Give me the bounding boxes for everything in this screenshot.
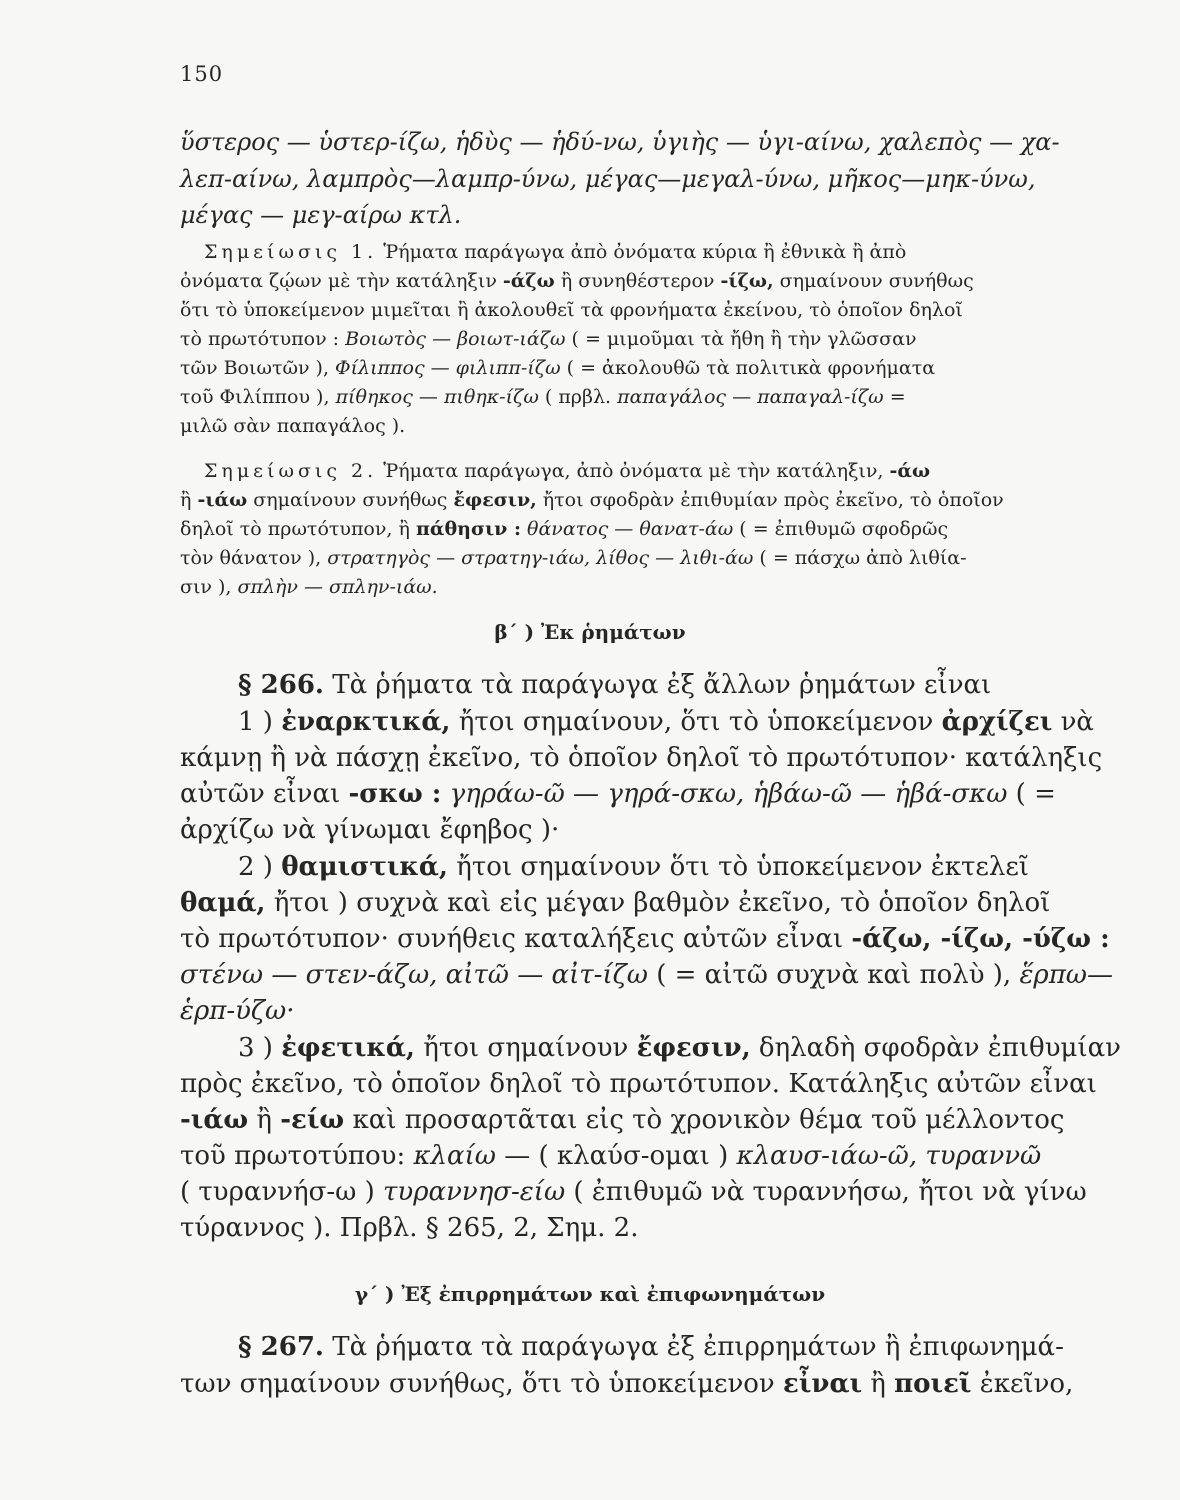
s266-p3-line-6: τύραννος ). Πρβλ. § 265, 2, Σημ. 2. [180,1213,639,1243]
s267-line-1: § 267. Τὰ ῥήματα τὰ παράγωγα ἐξ ἐπιρρημάτων ἢ ἐπιφωνημά- [238,1332,1064,1362]
note1-line-1: Σημείωσις 1. Ῥήματα παράγωγα ἀπὸ ὀνόματα κύρια ἢ ἐθνικὰ ἢ ἀπὸ [204,241,907,263]
s266-p3-line-1: 3 ) ἐφετικά, ἤτοι σημαίνουν ἔφεσιν, δηλαδὴ σφοδρὰν ἐπιθυμίαν [238,1033,1121,1063]
section-number-266: § 266. [238,670,324,700]
note2-line-5: σιν ), σπλὴν — σπλην-ιάω. [180,576,438,598]
s266-p2-line-2: θαμά, ἤτοι ) συχνὰ καὶ εἰς μέγαν βαθμὸν ἐκεῖνο, τὸ ὁποῖον δηλοῖ [180,888,1051,918]
note1-label: Σημείωσις 1. [204,241,378,263]
intro-line-1: ὕστερος — ὑστερ-ίζω, ἡδὺς — ἡδύ-νω, ὑγιὴς — ὑγι-αίνω, χαλεπὸς — χα- [180,128,1060,156]
note2-line-2: ἢ -ιάω σημαίνουν συνήθως ἔφεσιν, ἤτοι σφοδρὰν ἐπιθυμίαν πρὸς ἐκεῖνο, τὸ ὁποῖον [180,489,1004,511]
intro-line-2: λεπ-αίνω, λαμπρὸς—λαμπρ-ύνω, μέγας—μεγαλ-ύνω, μῆκος—μηκ-ύνω, [180,165,1036,193]
section-heading-gamma: γ΄ ) Ἐξ ἐπιρρημάτων καὶ ἐπιφωνημάτων [354,1282,826,1306]
s266-p2-line-5: ἑρπ-ύζω· [180,996,295,1026]
note2-label: Σημείωσις 2. [204,460,378,482]
s266-p3-line-4: τοῦ πρωτοτύπου: κλαίω — ( κλαύσ-ομαι ) κλαυσ-ιάω-ῶ, τυραννῶ [180,1141,1042,1171]
section-heading-beta: β΄ ) Ἐκ ῥημάτων [494,620,686,644]
page-number: 150 [180,62,224,86]
s266-p2-line-3: τὸ πρωτότυπον· συνήθεις καταλήξεις αὐτῶν εἶναι -άζω, -ίζω, -ύζω : [180,924,1110,954]
note1-line-5: τῶν Βοιωτῶν ), Φίλιππος — φιλιππ-ίζω ( = ἀκολουθῶ τὰ πολιτικὰ φρονήματα [180,357,936,379]
s266-p1-line-2: κάμνῃ ἢ νὰ πάσχῃ ἐκεῖνο, τὸ ὁποῖον δηλοῖ τὸ πρωτότυπον· κατάληξις [180,743,1103,773]
note1-line-4: τὸ πρωτότυπον : Βοιωτὸς — βοιωτ-ιάζω ( = μιμοῦμαι τὰ ἤθη ἢ τὴν γλῶσσαν [180,328,917,350]
s266-p2-line-1: 2 ) θαμιστικά, ἤτοι σημαίνουν ὅτι τὸ ὑποκείμενον ἐκτελεῖ [238,852,1029,882]
note2-line-4: τὸν θάνατον ), στρατηγὸς — στρατηγ-ιάω, λίθος — λιθι-άω ( = πάσχω ἀπὸ λιθία- [180,547,967,569]
note1-line-6: τοῦ Φιλίππου ), πίθηκος — πιθηκ-ίζω ( πρβλ. παπαγάλος — παπαγαλ-ίζω = [180,386,906,408]
s266-p2-line-4: στένω — στεν-άζω, αἰτῶ — αἰτ-ίζω ( = αἰτῶ συχνὰ καὶ πολὺ ), ἕρπω— [180,960,1113,990]
s266-p1-line-3: αὐτῶν εἶναι -σκω : γηράω-ῶ — γηρά-σκω, ἡβάω-ῶ — ἡβά-σκω ( = [180,779,1056,809]
note1-line-2: ὀνόματα ζῴων μὲ τὴν κατάληξιν -άζω ἢ συνηθέστερον -ίζω, σημαίνουν συνήθως [180,270,974,292]
s266-p3-line-3: -ιάω ἢ -είω καὶ προσαρτᾶται εἰς τὸ χρονικὸν θέμα τοῦ μέλλοντος [180,1105,1065,1135]
section-number-267: § 267. [238,1332,324,1362]
s266-p1-line-4: ἀρχίζω νὰ γίνωμαι ἔφηβος )· [180,815,560,845]
s266-p3-line-5: ( τυραννήσ-ω ) τυραννησ-είω ( ἐπιθυμῶ νὰ τυραννήσω, ἤτοι νὰ γίνω [180,1177,1087,1207]
note1-line-3: ὅτι τὸ ὑποκείμενον μιμεῖται ἢ ἀκολουθεῖ τὰ φρονήματα ἐκείνου, τὸ ὁποῖον δηλοῖ [180,299,963,321]
s266-p1-line-1: 1 ) ἐναρκτικά, ἤτοι σημαίνουν, ὅτι τὸ ὑποκείμενον ἀρχίζει νὰ [238,707,1094,737]
s266-line-1: § 266. Τὰ ῥήματα τὰ παράγωγα ἐξ ἄλλων ῥημάτων εἶναι [238,670,992,700]
intro-line-3: μέγας — μεγ-αίρω κτλ. [180,201,462,229]
note1-line-7: μιλῶ σὰν παπαγάλος ). [180,415,406,437]
note2-line-3: δηλοῖ τὸ πρωτότυπον, ἢ πάθησιν : θάνατος — θανατ-άω ( = ἐπιθυμῶ σφοδρῶς [180,518,949,540]
s266-p3-line-2: πρὸς ἐκεῖνο, τὸ ὁποῖον δηλοῖ τὸ πρωτότυπον. Κατάληξις αὐτῶν εἶναι [180,1069,1097,1099]
s267-line-2: των σημαίνουν συνήθως, ὅτι τὸ ὑποκείμενον εἶναι ἢ ποιεῖ ἐκεῖνο, [180,1369,1074,1399]
note2-line-1: Σημείωσις 2. Ῥήματα παράγωγα, ἀπὸ ὀνόματα μὲ τὴν κατάληξιν, -άω [204,460,931,482]
